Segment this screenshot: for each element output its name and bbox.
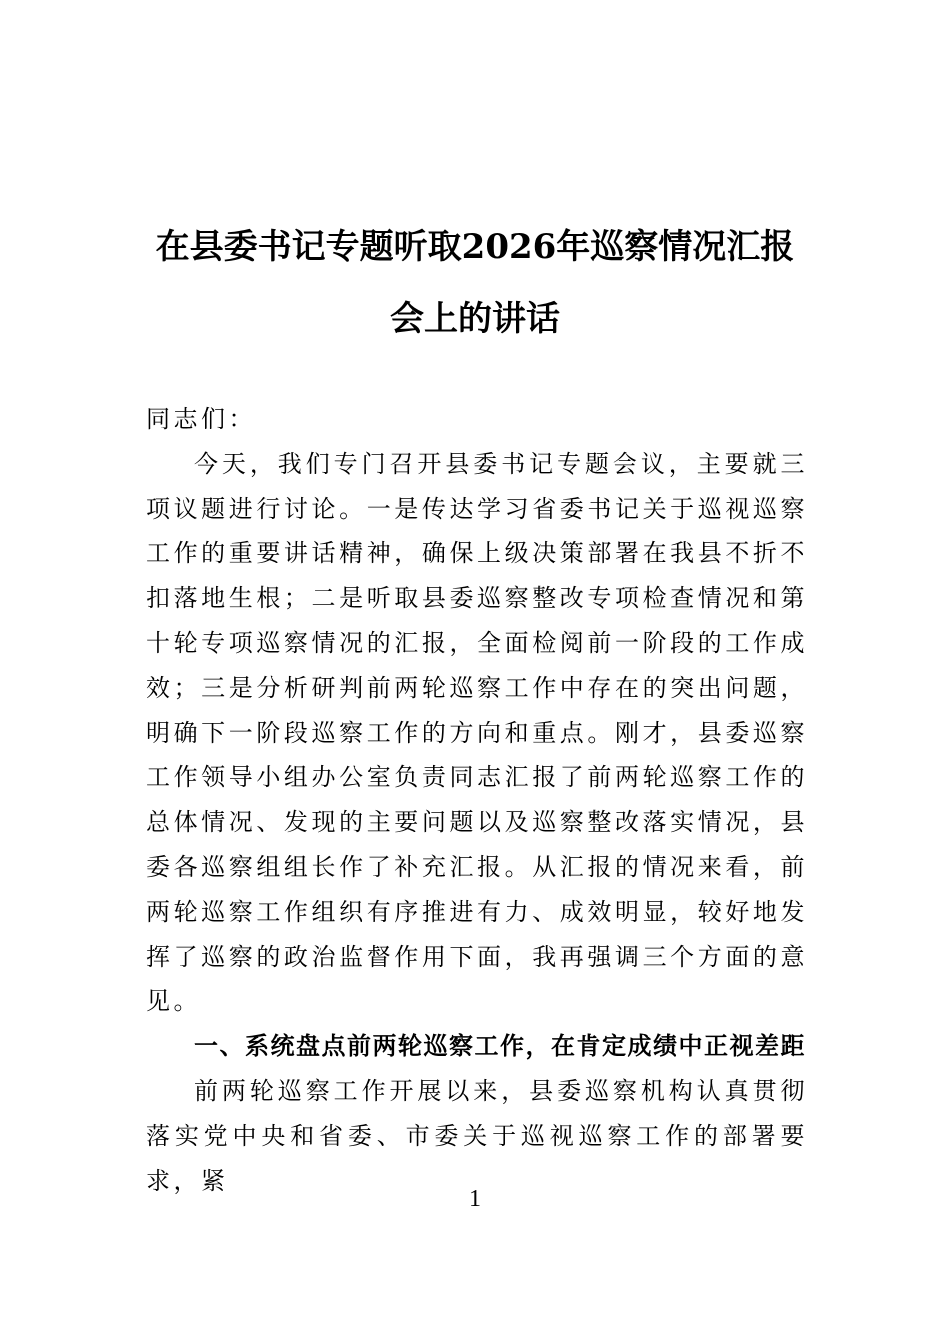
document-body [146, 397, 808, 1203]
document-title [120, 211, 830, 355]
title-line-2: 会上的讲话 [390, 298, 560, 339]
title-line-1: 在县委书记专题听取2026年巡察情况汇报 [155, 226, 795, 267]
salutation: 同志们： [146, 405, 256, 433]
opening-paragraph: 今天，我们专门召开县委书记专题会议，主要就三项议题进行讨论。一是传达学习省委书记关于巡视巡察工作的重要讲话精神，确保上级决策部署在我县不折不扣落地生根；二是听取县委巡察整改专项检查情况和第十轮专项巡察情况的汇报，全面检阅前一阶段的工作成效；三是分析研判前两轮巡察工作中存在的突出问题，明确下一阶段巡察工作的方向和重点。刚才，县委巡察工作领导小组办公室负责同志汇报了前两轮巡察工作的总体情况、发现的主要问题以及巡察整改落实情况，县委各巡察组组长作了补充汇报。从汇报的情况来看，前两轮巡察工作组织有序推进有力、成效明显，较好地发挥了巡察的政治监督作用下面，我再强调三个方面的意见。 [146, 449, 808, 1016]
section-heading-1: 一、系统盘点前两轮巡察工作，在肯定成绩中正视差距 [194, 1032, 806, 1061]
section-paragraph-1: 前两轮巡察工作开展以来，县委巡察机构认真贯彻落实党中央和省委、市委关于巡视巡察工作的部署要求，紧 [146, 1076, 808, 1195]
page-number: 1 [469, 1186, 481, 1212]
